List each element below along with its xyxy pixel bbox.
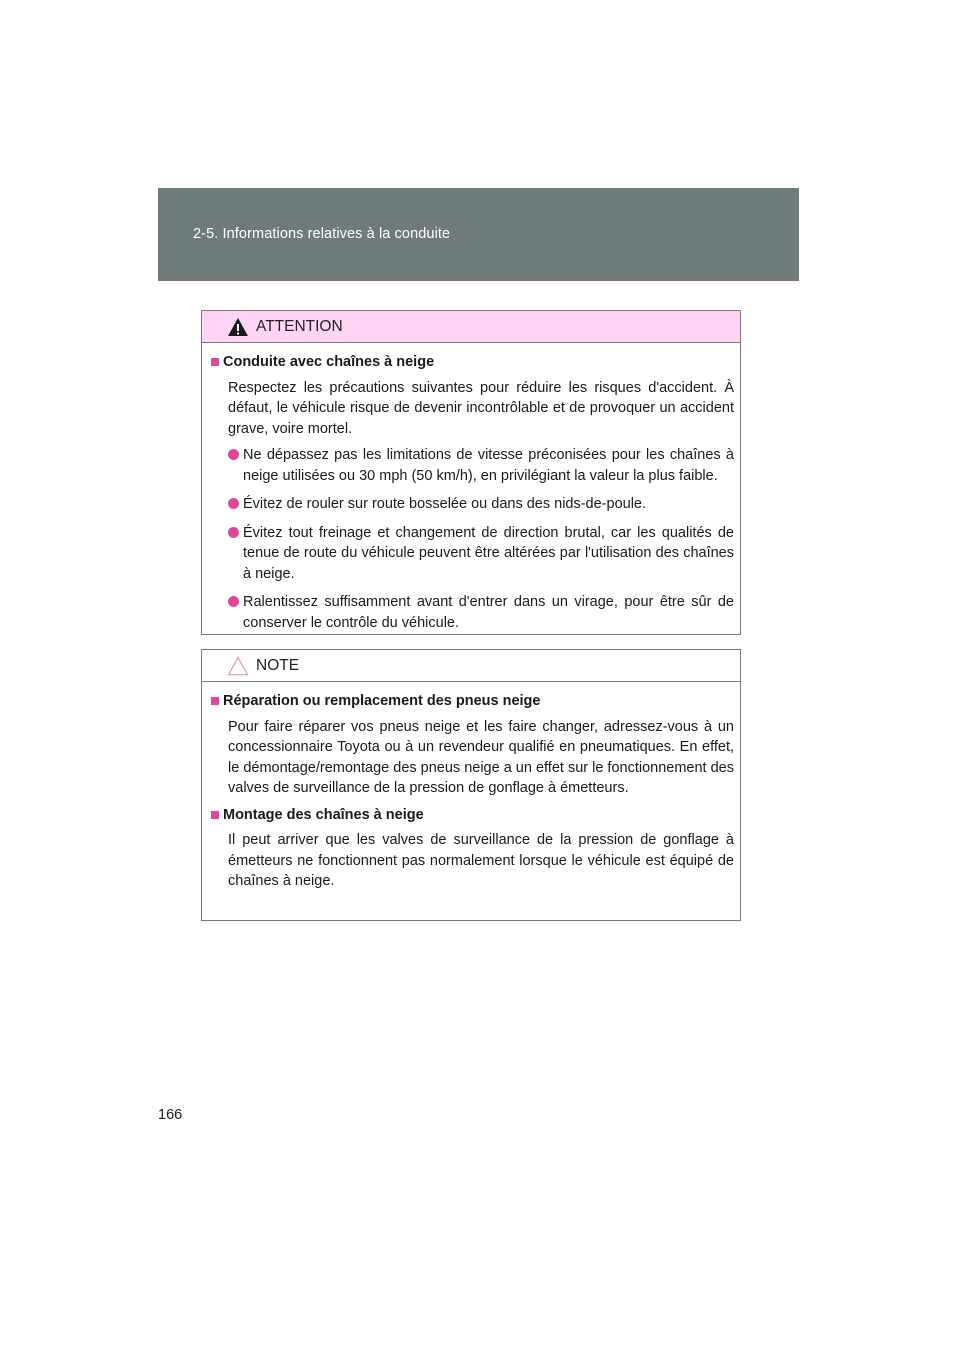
attention-label: ATTENTION [256, 318, 343, 335]
attention-box [201, 310, 741, 635]
note-header [202, 650, 740, 682]
round-bullet-icon [228, 498, 239, 509]
section-header [158, 188, 799, 281]
note-topic-title: Réparation ou remplacement des pneus neige [223, 693, 541, 709]
warning-icon [227, 317, 249, 337]
attention-topic [211, 352, 734, 373]
section-title: 2-5. Informations relatives à la conduite [193, 226, 451, 242]
round-bullet-icon [228, 596, 239, 607]
attention-bullet [211, 523, 734, 585]
note-topic-text: Pour faire réparer vos pneus neige et les faire changer, adressez-vous à un concessionnaire Toyota ou à un revendeur qualifié en pneumatiques. En effet, le démontage/remontage des pneus neige a un effet sur le fonctionnement des valves de surveillance de la pression de gonflage à émetteurs. [228, 718, 734, 796]
note-topic [211, 691, 734, 712]
note-topic [211, 805, 734, 826]
attention-bullet-text: Ralentissez suffisamment avant d'entrer dans un virage, pour être sûr de conserver le contrôle du véhicule. [243, 594, 734, 631]
attention-topic-title: Conduite avec chaînes à neige [223, 354, 435, 370]
attention-header [202, 311, 740, 343]
caution-outline-icon [227, 656, 249, 676]
round-bullet-icon [228, 449, 239, 460]
attention-bullet [211, 592, 734, 633]
square-bullet-icon [211, 811, 219, 819]
square-bullet-icon [211, 697, 219, 705]
note-box [201, 649, 741, 921]
square-bullet-icon [211, 358, 219, 366]
page-number: 166 [158, 1107, 183, 1123]
attention-bullet-text: Ne dépassez pas les limitations de vitesse préconisées pour les chaînes à neige utilisées ou 30 mph (50 km/h), en privilégiant la valeur la plus faible. [243, 447, 734, 484]
note-topic-title: Montage des chaînes à neige [223, 806, 424, 823]
attention-bullet-text: Évitez tout freinage et changement de direction brutal, car les qualités de tenue de route du véhicule peuvent être altérées par l'utilisation des chaînes à neige. [243, 524, 734, 582]
attention-intro: Respectez les précautions suivantes pour réduire les risques d'accident. À défaut, le véhicule risque de devenir incontrôlable et de provoquer un accident grave, voire mortel. [228, 379, 734, 437]
note-topic-text: Il peut arriver que les valves de surveillance de la pression de gonflage à émetteurs ne fonctionnent pas normalement lorsque le véhicule est équipé de chaînes à neige. [228, 832, 734, 889]
round-bullet-icon [228, 527, 239, 538]
note-label: NOTE [256, 657, 300, 674]
attention-bullet [211, 445, 734, 486]
attention-bullet [211, 494, 734, 515]
attention-bullet-text: Évitez de rouler sur route bosselée ou dans des nids-de-poule. [243, 496, 647, 512]
